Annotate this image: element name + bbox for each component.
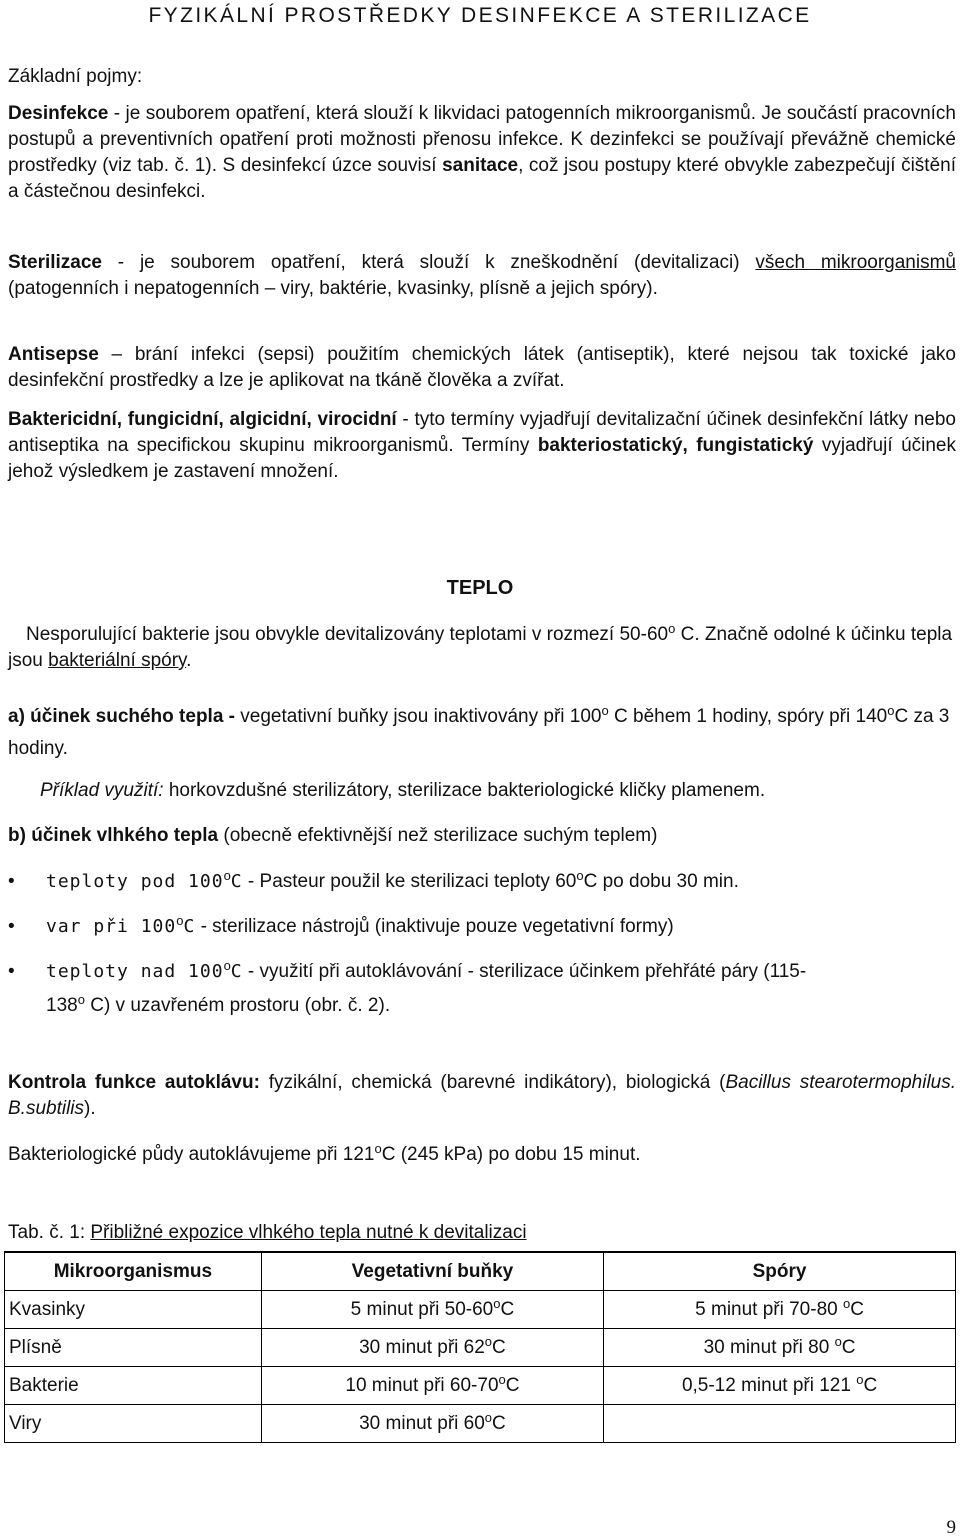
paragraph-kontrola	[8, 1070, 956, 1122]
sanitace-text: , což jsou postupy které obvykle zabezpečují čištění a částečnou desinfekci.	[8, 155, 956, 202]
teplo-text-b: C. Značně odolné k účinku tepla jsou	[8, 624, 953, 671]
kontrola-species: Bacillus stearotermophilus. B.subtilis	[8, 1072, 957, 1119]
sterilizace-text-end: (patogenních i nepatogenních – viry, baktérie, kvasinky, plísně a jejich spóry).	[8, 278, 658, 299]
table-cell: 30 minut při 80 $^o$C	[604, 1329, 956, 1367]
bullet-mono-c: C	[230, 961, 243, 982]
table-cell: 0,5-12 minut při 121 $^o$C	[604, 1367, 956, 1405]
table-caption	[8, 1221, 527, 1245]
paragraph-puda	[8, 1142, 956, 1168]
table-cell: Kvasinky	[5, 1291, 262, 1329]
term-baktericidni: Baktericidní, fungicidní, algicidní, virocidní	[8, 409, 397, 430]
bullet-mono-text: var při 100	[46, 916, 177, 937]
puda-text-a: Bakteriologické půdy autoklávujeme při 121	[8, 1144, 375, 1165]
degree-sup: o	[77, 992, 85, 1007]
table-row	[5, 1405, 956, 1443]
caption-title: Přibližné expozice vlhkého tepla nutné k devitalizaci	[90, 1222, 527, 1243]
paragraph-teplo-intro	[8, 622, 956, 674]
table-cell: 5 minut při 50-60$^o$C	[261, 1291, 603, 1329]
bullet-icon: •	[8, 871, 15, 892]
degree-sup: o	[601, 703, 609, 718]
paragraph-suche-teplo	[8, 701, 956, 765]
paragraph-desinfekce	[8, 101, 956, 205]
degree-sup: o	[668, 621, 676, 636]
degree-sup: o	[176, 913, 184, 928]
kontrola-text: fyzikální, chemická (barevné indikátory), biologická (	[259, 1072, 726, 1093]
intro-label: Základní pojmy:	[8, 66, 143, 87]
kontrola-end: ).	[84, 1098, 96, 1119]
teplo-text-a: Nesporulující bakterie jsou obvykle devitalizovány teplotami v rozmezí 50-60	[26, 624, 669, 645]
degree-sup: o	[887, 703, 895, 718]
bullet-text: - sterilizace nástrojů (inaktivuje pouze vegetativní formy)	[195, 916, 674, 937]
table-row	[5, 1367, 956, 1405]
term-sanitace: sanitace	[442, 155, 519, 176]
paragraph-baktericidni	[8, 407, 956, 485]
table-cell: Bakterie	[5, 1367, 262, 1405]
priklad-text: horkovzdušné sterilizátory, sterilizace bakteriologické kličky plamenem.	[163, 780, 766, 801]
degree-sup: o	[223, 868, 231, 883]
suche-text-3: C za 3 hodiny.	[8, 706, 950, 759]
term-sterilizace: Sterilizace	[8, 252, 102, 273]
bullet-mono-text: teploty pod 100	[46, 871, 224, 892]
bullet-text-end: C po dobu 30 min.	[583, 871, 739, 892]
table-header-row	[5, 1252, 956, 1291]
suche-text-1: vegetativní buňky jsou inaktivovány při 100	[235, 706, 602, 727]
table-cell: 30 minut při 60$^o$C	[261, 1405, 603, 1443]
underlined-bakterialni-spory: bakteriální spóry	[48, 650, 187, 671]
bullet-icon: •	[8, 961, 15, 982]
column-header: Vegetativní buňky	[261, 1252, 603, 1291]
page-title: FYZIKÁLNÍ PROSTŘEDKY DESINFEKCE A STERILIZACE	[148, 4, 812, 27]
bakteriostaticky-text: vyjadřují účinek jehož výsledkem je zastavení množení.	[8, 435, 956, 482]
table-cell: 30 minut při 62$^o$C	[261, 1329, 603, 1367]
term-kontrola: Kontrola funkce autoklávu:	[8, 1072, 260, 1093]
exposure-table	[4, 1251, 956, 1443]
suche-text-2: C během 1 hodiny, spóry při 140	[608, 706, 888, 727]
bullet-text: - využití při autoklávování - sterilizace účinkem přehřáté páry (115-	[242, 961, 807, 982]
table-cell: 5 minut při 70-80 $^o$C	[604, 1291, 956, 1329]
table-row	[5, 1329, 956, 1367]
table-cell: Viry	[5, 1405, 262, 1443]
term-suche-teplo: a) účinek suchého tepla -	[8, 706, 235, 727]
bullet-text-line2-end: C) v uzavřeném prostoru (obr. č. 2).	[84, 995, 391, 1016]
paragraph-vlhke-teplo	[8, 823, 956, 849]
sterilizace-text: - je souborem opatření, která slouží k zneškodnění (devitalizaci)	[102, 252, 756, 273]
bullet-text: - Pasteur použil ke sterilizaci teploty 60	[242, 871, 577, 892]
baktericidni-text: - tyto termíny vyjadřují devitalizační účinek desinfekční látky nebo antiseptika na specifickou skupinu mikroorganismů. Termíny	[8, 409, 956, 456]
antisepse-text: – brání infekci (sepsi) použitím chemických látek (antiseptik), které nejsou tak toxické jako desinfekční prostředky a lze je aplikovat na tkáně člověka a zvířat.	[8, 344, 956, 391]
degree-sup: o	[223, 958, 231, 973]
column-header: Spóry	[604, 1252, 956, 1291]
paragraph-priklad	[40, 778, 956, 804]
table-cell: 10 minut při 60-70$^o$C	[261, 1367, 603, 1405]
table-row	[5, 1291, 956, 1329]
bullet-mono-c: C	[183, 916, 196, 937]
priklad-label: Příklad využití:	[40, 780, 164, 801]
page-number: 9	[946, 1517, 956, 1538]
list-item	[8, 910, 956, 944]
underlined-vsech-mikroorganismu: všech mikroorganismů	[755, 252, 956, 273]
term-desinfekce: Desinfekce	[8, 103, 109, 124]
puda-text-b: C (245 kPa) po dobu 15 minut.	[381, 1144, 641, 1165]
paragraph-sterilizace	[8, 250, 956, 302]
term-antisepse: Antisepse	[8, 344, 99, 365]
caption-label: Tab. č. 1:	[8, 1222, 91, 1243]
bullet-mono-text: teploty nad 100	[46, 961, 224, 982]
degree-sup: o	[374, 1141, 382, 1156]
column-header: Mikroorganismus	[5, 1252, 262, 1291]
list-item	[8, 865, 956, 899]
term-vlhke-teplo: b) účinek vlhkého tepla	[8, 825, 219, 846]
vlhke-text: (obecně efektivnější než sterilizace suchým teplem)	[218, 825, 658, 846]
table-cell: Plísně	[5, 1329, 262, 1367]
term-bakteriostaticky: bakteriostatický, fungistatický	[537, 435, 814, 456]
degree-sup: o	[576, 868, 584, 883]
table-cell	[604, 1405, 956, 1443]
list-item	[8, 955, 956, 1023]
bullet-mono-c: C	[230, 871, 243, 892]
bullet-icon: •	[8, 916, 15, 937]
section-heading-teplo: TEPLO	[446, 577, 514, 599]
desinfekce-text: - je souborem opatření, která slouží k likvidaci patogenních mikroorganismů. Je součástí pracovních postupů a preventivních opatření proti možnosti přenosu infekce. K dezinfekci se používají převážně chemické prostředky (viz tab. č. 1). S desinfekcí úzce souvisí	[8, 103, 956, 176]
teplo-text-c: .	[186, 650, 192, 671]
bullet-text-line2: 138	[46, 995, 78, 1016]
paragraph-antisepse	[8, 342, 956, 394]
